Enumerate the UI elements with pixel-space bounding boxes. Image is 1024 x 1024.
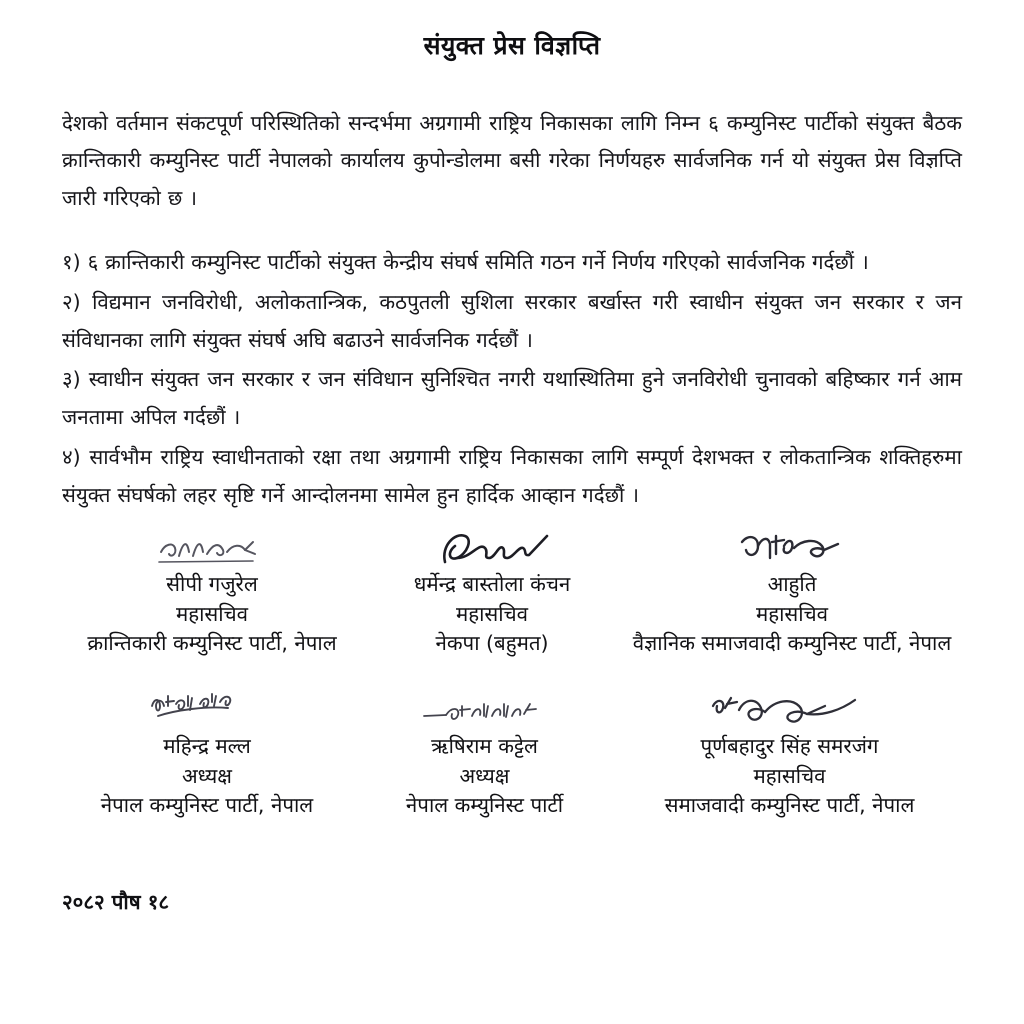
page-title: संयुक्त प्रेस विज्ञप्ति	[423, 31, 601, 60]
intro-paragraph: देशको वर्तमान संकटपूर्ण परिस्थितिको सन्दर्भमा अग्रगामी राष्ट्रिय निकासका लागि निम्न ६ कम्युनिस्ट पार्टीको संयुक्त बैठक क्रान्तिकारी कम्युनिस्ट पार्टी नेपालको कार्यालय कुपोन्डोलमा बसी गरेका निर्णयहरु सार्वजनिक गर्न यो संयुक्त प्रेस विज्ञप्ति जारी गरिएको छ ।	[62, 110, 962, 211]
handwritten-signature-icon	[622, 528, 962, 570]
handwritten-signature-icon	[62, 690, 352, 732]
signatory-party: नेपाल कम्युनिस्ट पार्टी	[405, 793, 564, 818]
signatory-block-6	[617, 690, 962, 821]
signatory-name: आहुति	[767, 572, 817, 596]
decision-point-2: २) विद्यमान जनविरोधी, अलोकतान्त्रिक, कठपुतली सुशिला सरकार बर्खास्त गरी स्वाधीन संयुक्त जन सरकार र जन संविधानका लागि संयुक्त संघर्ष अघि बढाउने सार्वजनिक गर्दछौं ।	[62, 289, 963, 352]
signatory-party: नेकपा (बहुमत)	[435, 631, 549, 656]
handwritten-signature-icon	[62, 528, 362, 570]
signatory-block-5	[352, 690, 617, 821]
signatory-role: अध्यक्ष	[182, 763, 232, 788]
signatory-party: क्रान्तिकारी कम्युनिस्ट पार्टी, नेपाल	[87, 631, 337, 656]
signatory-name: सीपी गजुरेल	[166, 572, 258, 596]
decision-point-1: १) ६ क्रान्तिकारी कम्युनिस्ट पार्टीको संयुक्त केन्द्रीय संघर्ष समिति गठन गर्ने निर्णय गरिएको सार्वजनिक गर्दछौं ।	[62, 250, 869, 275]
handwritten-signature-icon	[352, 690, 617, 732]
decision-point-4: ४) सार्वभौम राष्ट्रिय स्वाधीनताको रक्षा तथा अग्रगामी राष्ट्रिय निकासका लागि सम्पूर्ण देशभक्त र लोकतान्त्रिक शक्तिहरुमा संयुक्त संघर्षको लहर सृष्टि गर्ने आन्दोलनमा सामेल हुन हार्दिक आव्हान गर्दछौं ।	[62, 444, 962, 507]
signatory-party: नेपाल कम्युनिस्ट पार्टी, नेपाल	[100, 793, 314, 818]
signatory-party: समाजवादी कम्युनिस्ट पार्टी, नेपाल	[664, 793, 915, 818]
signatory-block-2	[362, 528, 622, 659]
signatory-block-3	[622, 528, 962, 659]
signatory-block-1	[62, 528, 362, 659]
decision-point-3: ३) स्वाधीन संयुक्त जन सरकार र जन संविधान सुनिश्चित नगरी यथास्थितिमा हुने जनविरोधी चुनावको बहिष्कार गर्न आम जनतामा अपिल गर्दछौं ।	[62, 367, 962, 430]
signatory-block-4	[62, 690, 352, 821]
signatory-name: महिन्द्र मल्ल	[163, 734, 251, 758]
signatory-role: महासचिव	[755, 601, 829, 626]
handwritten-signature-icon	[362, 528, 622, 570]
signatory-party: वैज्ञानिक समाजवादी कम्युनिस्ट पार्टी, नेपाल	[632, 631, 952, 656]
document-date: २०८२ पौष १८	[62, 890, 170, 914]
signatory-role: महासचिव	[455, 601, 529, 626]
signatory-name: पूर्णबहादुर सिंह समरजंग	[700, 734, 879, 758]
handwritten-signature-icon	[617, 690, 962, 732]
signatory-name: ऋषिराम कट्टेल	[431, 734, 538, 758]
signatory-role: महासचिव	[175, 601, 249, 626]
signatory-role: महासचिव	[753, 763, 826, 788]
signatory-name: धर्मेन्द्र बास्तोला कंचन	[413, 572, 571, 596]
decision-points-list	[62, 218, 962, 514]
signature-row-bottom	[62, 690, 1024, 821]
signature-row-top	[62, 528, 1024, 659]
signatory-role: अध्यक्ष	[459, 763, 510, 788]
